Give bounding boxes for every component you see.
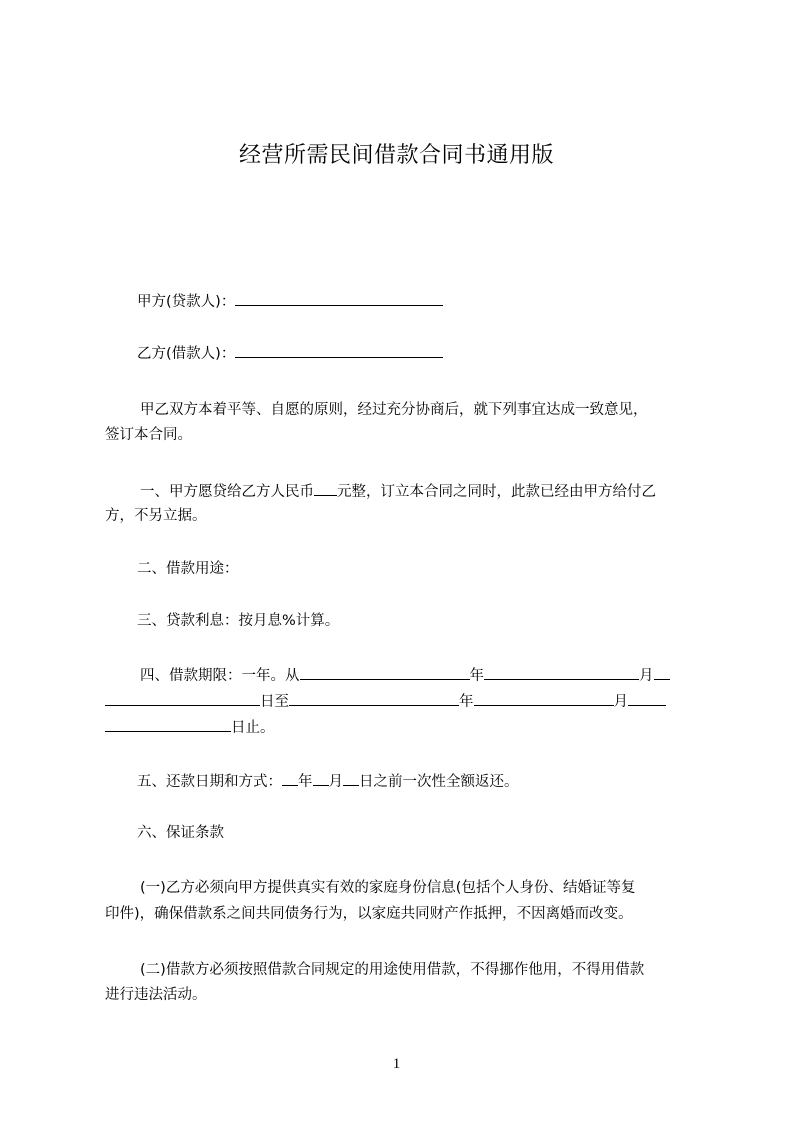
intro-line-1: 甲乙双方本着平等、自愿的原则，经过充分协商后，就下列事宜达成一致意见， bbox=[140, 402, 648, 418]
party-a-line bbox=[137, 291, 443, 312]
clause-6-1-line-1: (一)乙方必须向甲方提供真实有效的家庭身份信息(包括个人身份、结婚证等复 bbox=[140, 880, 636, 896]
clause-4-day-to: 日至 bbox=[260, 694, 289, 710]
clause-6-2-line-2: 进行违法活动。 bbox=[105, 987, 207, 1003]
clause-5-blank-2 bbox=[313, 771, 329, 786]
intro-line-2: 签订本合同。 bbox=[105, 427, 192, 443]
clause-6-1-line-2: 印件)，确保借款系之间共同债务行为，以家庭共同财产作抵押，不因离婚而改变。 bbox=[105, 906, 633, 922]
clause-5-blank-1 bbox=[282, 771, 298, 786]
clause-4-day-end: 日止。 bbox=[231, 720, 275, 736]
clause-4-line-1 bbox=[140, 665, 670, 686]
clause-1-line-1 bbox=[140, 481, 656, 502]
party-b-blank bbox=[235, 343, 443, 358]
party-b-label: 乙方(借款人)： bbox=[137, 346, 236, 362]
page-title: 经营所需民间借款合同书通用版 bbox=[238, 143, 554, 168]
party-a-label: 甲方(贷款人)： bbox=[137, 294, 236, 310]
clause-4-year: 年 bbox=[469, 668, 484, 684]
clause-4-blank-7 bbox=[628, 691, 666, 706]
clause-5-year: 年 bbox=[298, 774, 313, 790]
clause-4-blank-8 bbox=[105, 717, 231, 732]
clause-1-line-2: 方，不另立据。 bbox=[105, 508, 207, 524]
clause-4-line-2 bbox=[105, 691, 666, 712]
clause-4-month: 月 bbox=[639, 668, 654, 684]
clause-1-amount-blank bbox=[314, 481, 337, 496]
clause-4-year-2: 年 bbox=[459, 694, 474, 710]
clause-6-2-line-1: (二)借款方必须按照借款合同规定的用途使用借款，不得挪作他用，不得用借款 bbox=[140, 962, 645, 978]
clause-4-blank-1 bbox=[300, 665, 470, 680]
clause-4-blank-4 bbox=[105, 691, 260, 706]
party-a-blank bbox=[235, 291, 443, 306]
clause-6-title: 六、保证条款 bbox=[137, 825, 224, 841]
clause-1-text-b: 元整，订立本合同之同时，此款已经由甲方给付乙 bbox=[337, 484, 656, 500]
clause-4-line-3 bbox=[105, 717, 275, 738]
clause-4-prefix: 四、借款期限：一年。从 bbox=[140, 668, 300, 684]
clause-5 bbox=[137, 771, 519, 792]
clause-3: 三、贷款利息：按月息%计算。 bbox=[137, 613, 340, 629]
clause-4-blank-3 bbox=[654, 665, 670, 680]
clause-5-month: 月 bbox=[328, 774, 343, 790]
clause-4-month-2: 月 bbox=[613, 694, 628, 710]
clause-5-prefix: 五、还款日期和方式： bbox=[137, 774, 282, 790]
clause-4-blank-5 bbox=[289, 691, 459, 706]
clause-4-blank-6 bbox=[474, 691, 614, 706]
clause-5-suffix: 日之前一次性全额返还。 bbox=[359, 774, 519, 790]
party-b-line bbox=[137, 343, 443, 364]
clause-1-text-a: 一、甲方愿贷给乙方人民币 bbox=[140, 484, 314, 500]
clause-5-blank-3 bbox=[343, 771, 359, 786]
page-number: 1 bbox=[392, 1056, 401, 1072]
clause-4-blank-2 bbox=[484, 665, 639, 680]
clause-2: 二、借款用途： bbox=[137, 561, 239, 577]
